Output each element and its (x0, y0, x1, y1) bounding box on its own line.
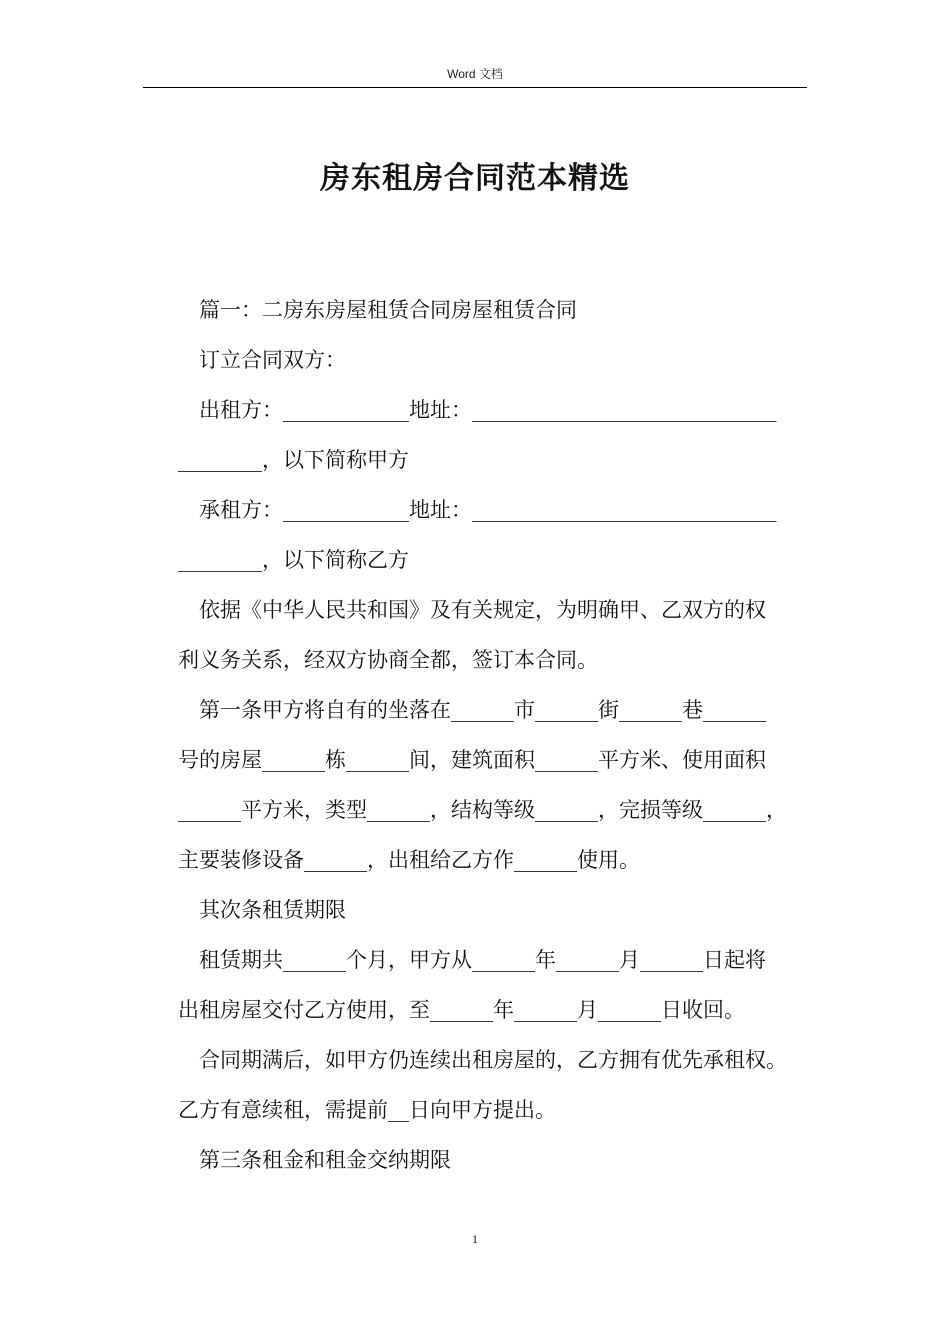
article-heading: 其次条租赁期限 (199, 898, 346, 922)
renewal-line: 合同期满后，如甲方仍连续出租房屋的，乙方拥有优先承租权。 (199, 1048, 787, 1072)
lessee-line-continued: ________，以下简称乙方 (178, 548, 409, 572)
paragraph-line: 依据《中华人民共和国》及有关规定，为明确甲、乙双方的权 (199, 598, 766, 622)
section-heading: 篇一：二房东房屋租赁合同房屋租赁合同 (199, 298, 577, 322)
article-one-line: 第一条甲方将自有的坐落在______市______街______巷______ (199, 698, 766, 722)
page-header: Word 文档 (447, 67, 503, 81)
paragraph-line: 利义务关系，经双方协商全都，签订本合同。 (178, 648, 598, 672)
renewal-line: 乙方有意续租，需提前__日向甲方提出。 (178, 1098, 556, 1122)
lease-term-line: 出租房屋交付乙方使用，至______年______月______日收回。 (178, 998, 745, 1022)
lessor-line-continued: ________，以下简称甲方 (178, 448, 409, 472)
lessee-line: 承租方：____________地址：_____________________________ (199, 498, 777, 522)
article-heading: 第三条租金和租金交纳期限 (199, 1148, 451, 1172)
page-number: 1 (472, 1232, 478, 1246)
lease-term-line: 租赁期共______个月，甲方从______年______月______日起将 (199, 948, 766, 972)
document-body (178, 285, 814, 1185)
paragraph-line: 订立合同双方： (199, 348, 346, 372)
lessor-line: 出租方：____________地址：_____________________________ (199, 398, 777, 422)
header-divider (143, 87, 807, 88)
article-one-line: 号的房屋______栋______间，建筑面积______平方米、使用面积 (178, 748, 766, 772)
article-one-line: ______平方米，类型______，结构等级______，完损等级______， (178, 798, 787, 822)
article-one-line: 主要装修设备______，出租给乙方作______使用。 (178, 848, 640, 872)
document-title: 房东租房合同范本精选 (320, 161, 630, 196)
